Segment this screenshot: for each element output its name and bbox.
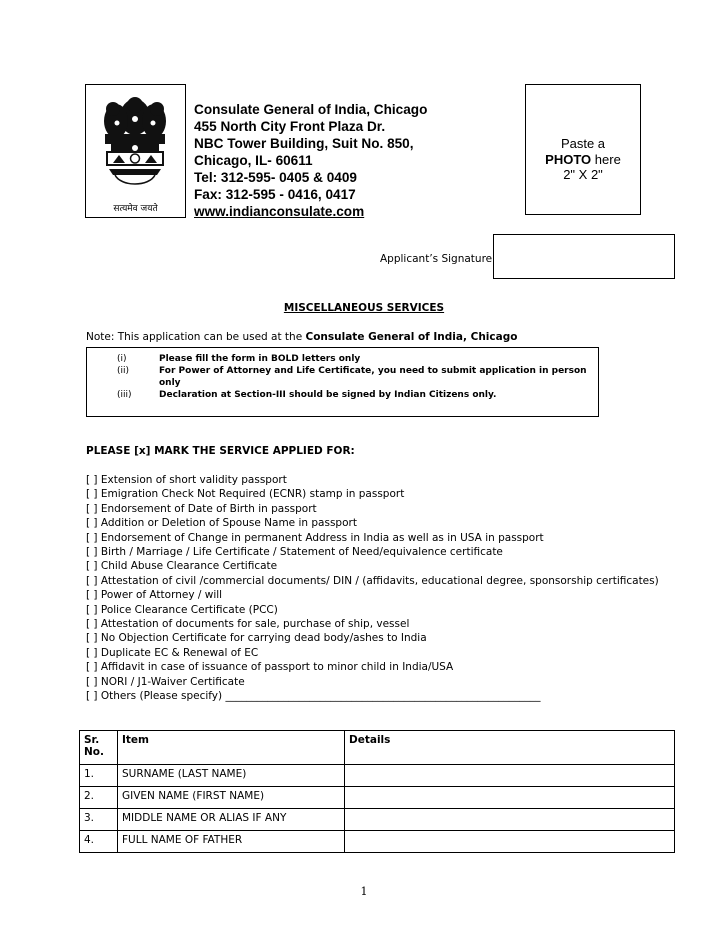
photo-box (525, 84, 641, 215)
row-item: FULL NAME OF FATHER (118, 831, 345, 853)
service-option[interactable]: [ ] Addition or Deletion of Spouse Name in passport (86, 517, 357, 530)
row-details-field[interactable] (345, 765, 675, 787)
emblem-motto: सत्यमेव जयते (113, 204, 158, 214)
consulate-address (194, 101, 427, 220)
address-line: Consulate General of India, Chicago (194, 102, 428, 117)
service-option[interactable]: [ ] NORI / J1-Waiver Certificate (86, 675, 245, 688)
row-number: 4. (80, 831, 118, 853)
note (86, 331, 517, 343)
section-title (0, 302, 728, 314)
table-row (80, 831, 675, 853)
instruction-text: For Power of Attorney and Life Certificate, you need to submit application in person only (159, 366, 587, 388)
row-number: 3. (80, 809, 118, 831)
row-details-field[interactable] (345, 787, 675, 809)
row-number: 2. (80, 787, 118, 809)
lion-capital-emblem-icon (91, 89, 180, 199)
header-item: Item (118, 731, 345, 765)
national-emblem (85, 84, 186, 218)
address-line: 455 North City Front Plaza Dr. (194, 119, 386, 134)
instruction-number: (ii) (117, 366, 130, 376)
address-line: NBC Tower Building, Suit No. 850, (194, 136, 414, 151)
signature-box[interactable] (493, 234, 675, 279)
row-item: MIDDLE NAME OR ALIAS IF ANY (118, 809, 345, 831)
header-sr-no: Sr. No. (80, 731, 118, 765)
address-line: Fax: 312-595 - 0416, 0417 (194, 187, 356, 202)
website-link[interactable]: www.indianconsulate.com (194, 204, 365, 219)
service-option[interactable]: [ ] Police Clearance Certificate (PCC) (86, 603, 278, 616)
note-bold: Consulate General of India, Chicago (305, 331, 518, 343)
address-line: Tel: 312-595- 0405 & 0409 (194, 170, 357, 185)
instruction-number: (iii) (117, 390, 132, 400)
section-title-text: MISCELLANEOUS SERVICES (283, 302, 445, 314)
row-number: 1. (80, 765, 118, 787)
address-line: Chicago, IL- 60611 (194, 153, 313, 168)
photo-line-3: 2" X 2" (563, 167, 603, 182)
table-row (80, 787, 675, 809)
header-details: Details (345, 731, 675, 765)
instruction-text: Declaration at Section-III should be signed by Indian Citizens only. (159, 390, 497, 400)
photo-line-2 (526, 152, 640, 168)
row-details-field[interactable] (345, 831, 675, 853)
table-row (80, 809, 675, 831)
service-option[interactable]: [ ] Others (Please specify) ____________________________________________________________ (86, 690, 541, 703)
photo-bold-word: PHOTO (545, 151, 592, 167)
table-row (80, 765, 675, 787)
photo-line-2-rest: here (591, 151, 621, 167)
service-option[interactable]: [ ] Extension of short validity passport (86, 474, 287, 486)
instruction-text: Please fill the form in BOLD letters only (159, 354, 361, 364)
service-option[interactable]: [ ] Birth / Marriage / Life Certificate / Statement of Need/equivalence certificate (86, 546, 503, 559)
service-option[interactable]: [ ] Child Abuse Clearance Certificate (86, 560, 278, 573)
applicant-details-table (79, 730, 675, 853)
apply-heading: PLEASE [x] MARK THE SERVICE APPLIED FOR: (86, 445, 355, 457)
services-list (86, 473, 659, 704)
service-option[interactable]: [ ] No Objection Certificate for carrying dead body/ashes to India (86, 632, 427, 645)
row-details-field[interactable] (345, 809, 675, 831)
service-option[interactable]: [ ] Duplicate EC & Renewal of EC (86, 646, 259, 659)
row-item: GIVEN NAME (FIRST NAME) (118, 787, 345, 809)
note-prefix: Note: This application can be used at the (86, 331, 306, 343)
service-option[interactable]: [ ] Endorsement of Date of Birth in passport (86, 502, 317, 515)
service-option[interactable]: [ ] Emigration Check Not Required (ECNR) stamp in passport (86, 488, 405, 501)
service-option[interactable]: [ ] Attestation of documents for sale, purchase of ship, vessel (86, 618, 410, 631)
service-option[interactable]: [ ] Attestation of civil /commercial documents/ DIN / (affidavits, educational degree, sponsorship certificates) (86, 574, 659, 587)
instructions-box (86, 347, 599, 417)
row-item: SURNAME (LAST NAME) (118, 765, 345, 787)
service-option[interactable]: [ ] Affidavit in case of issuance of passport to minor child in India/USA (86, 661, 454, 674)
instruction-number: (i) (117, 354, 127, 364)
table-header-row (80, 731, 675, 765)
page-number: 1 (360, 885, 368, 898)
service-option[interactable]: [ ] Endorsement of Change in permanent Address in India as well as in USA in passport (86, 531, 544, 544)
photo-line-1: Paste a (560, 136, 606, 151)
signature-label: Applicant’s Signature (380, 253, 493, 265)
service-option[interactable]: [ ] Power of Attorney / will (86, 589, 223, 602)
